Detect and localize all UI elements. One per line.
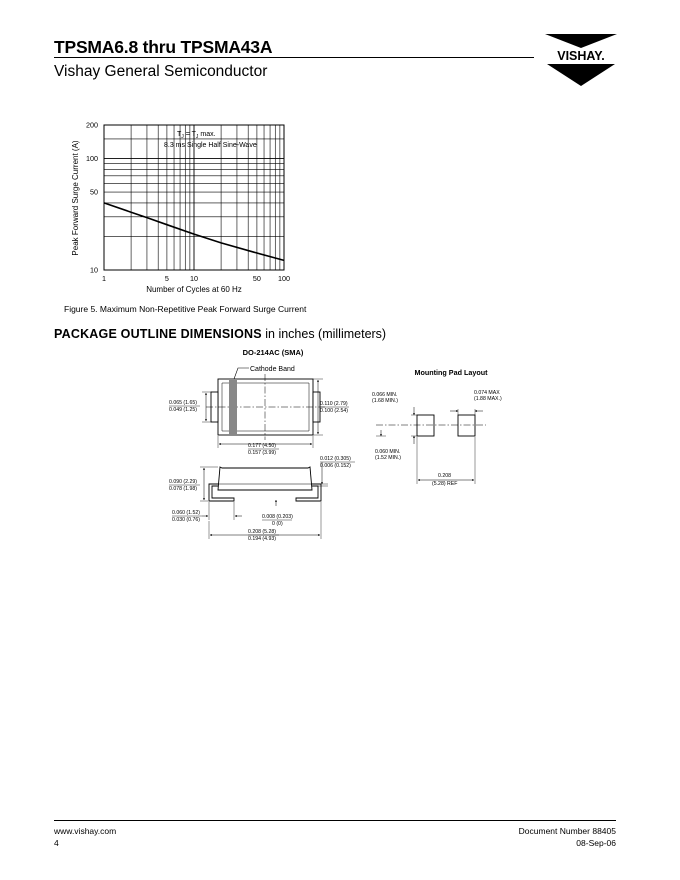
dim-side-h-min: 0.078 (1.98) — [169, 486, 197, 492]
package-outline-drawings — [150, 340, 530, 550]
top-view — [206, 374, 325, 440]
dim-pad-w-2: (1.88 MAX.) — [474, 396, 502, 402]
y-tick-labels — [86, 121, 98, 275]
cathode-leader — [234, 368, 249, 379]
side-view-left-lead — [209, 484, 234, 501]
figure-caption: Figure 5. Maximum Non-Repetitive Peak Forward Surge Current — [64, 304, 307, 314]
dim-body-len-min: 0.157 (3.99) — [248, 450, 276, 456]
x-tick-label: 50 — [252, 274, 261, 283]
dim-height-min: 0.049 (1.25) — [169, 407, 197, 413]
y-tick-label: 10 — [90, 265, 98, 275]
cathode-band — [229, 380, 237, 435]
cathode-band-label: Cathode Band — [250, 366, 295, 373]
section-heading-bold: PACKAGE OUTLINE DIMENSIONS — [54, 327, 262, 341]
header-rule — [54, 57, 534, 58]
y-tick-label: 50 — [90, 187, 98, 197]
x-tick-labels — [102, 274, 290, 283]
page-subtitle: Vishay General Semiconductor — [54, 63, 268, 80]
x-tick-label: 5 — [164, 274, 169, 283]
page-title: TPSMA6.8 thru TPSMA43A — [54, 37, 273, 57]
dim-pad-h-2: (1.68 MIN.) — [372, 398, 398, 404]
dim-lead-len-min: 0.030 (0.76) — [172, 517, 200, 523]
logo-top-triangle — [545, 34, 617, 48]
footer-rule — [54, 820, 616, 821]
section-heading — [54, 327, 386, 341]
dim-pad-w-1: 0.074 MAX — [474, 390, 500, 396]
side-view — [209, 467, 321, 501]
mounting-pad-title: Mounting Pad Layout — [414, 368, 488, 377]
logo-bottom-triangle — [547, 64, 615, 86]
surge-current-chart — [40, 112, 360, 302]
dim-height-max: 0.065 (1.65) — [169, 400, 197, 406]
chart-annotation-line2: 8.3 ms Single Half Sine-Wave — [164, 142, 257, 149]
vishay-logo — [537, 34, 625, 86]
y-tick-label: 200 — [86, 120, 98, 130]
section-heading-rest: in inches (millimeters) — [261, 327, 387, 341]
dim-overall-min: 0.194 (4.93) — [248, 536, 276, 542]
dim-pad-pitch-2: (5.28) REF — [432, 481, 458, 487]
dim-lead-thk-max: 0.012 (0.305) — [320, 456, 351, 462]
x-axis-label: Number of Cycles at 60 Hz — [146, 285, 242, 294]
dim-width-min: 0.100 (2.54) — [320, 408, 348, 414]
footer-document-number: Document Number 88405 — [518, 826, 616, 836]
dim-pad-gap-1: 0.060 MIN. — [375, 449, 401, 455]
footer-date: 08-Sep-06 — [576, 838, 616, 848]
pad-left — [417, 415, 434, 436]
dim-pad-pitch-1: 0.208 — [438, 473, 451, 479]
footer-website-link[interactable]: www.vishay.com — [54, 826, 117, 836]
dim-lead-thk-min: 0.006 (0.152) — [320, 463, 351, 469]
footer-page-number: 4 — [54, 838, 59, 848]
dim-overall-max: 0.208 (5.28) — [248, 529, 276, 535]
dim-lead-len-max: 0.060 (1.52) — [172, 510, 200, 516]
dim-standoff-max: 0.008 (0.203) — [262, 514, 293, 520]
side-view-right-lead — [296, 484, 321, 501]
dim-side-h-max: 0.090 (2.29) — [169, 479, 197, 485]
logo-text: VISHAY. — [557, 49, 605, 63]
dim-width-max: 0.110 (2.79) — [320, 401, 348, 407]
package-name: DO-214AC (SMA) — [242, 348, 304, 357]
dim-pad-gap-2: (1.52 MIN.) — [375, 455, 401, 461]
dim-standoff-min: 0 (0) — [272, 521, 283, 527]
dim-pad-h-1: 0.066 MIN. — [372, 392, 398, 398]
pad-right — [458, 415, 475, 436]
mounting-pad-layout — [417, 415, 475, 436]
dim-body-len-max: 0.177 (4.50) — [248, 443, 276, 449]
y-axis-label: Peak Forward Surge Current (A) — [71, 140, 80, 256]
x-tick-label: 10 — [190, 274, 198, 283]
side-view-body — [218, 467, 312, 490]
chart-annotation-line1: $T_J = T_J$ max. — [177, 131, 216, 140]
y-tick-label: 100 — [86, 154, 98, 164]
x-tick-label: 1 — [102, 274, 106, 283]
x-tick-label: 100 — [278, 274, 290, 283]
